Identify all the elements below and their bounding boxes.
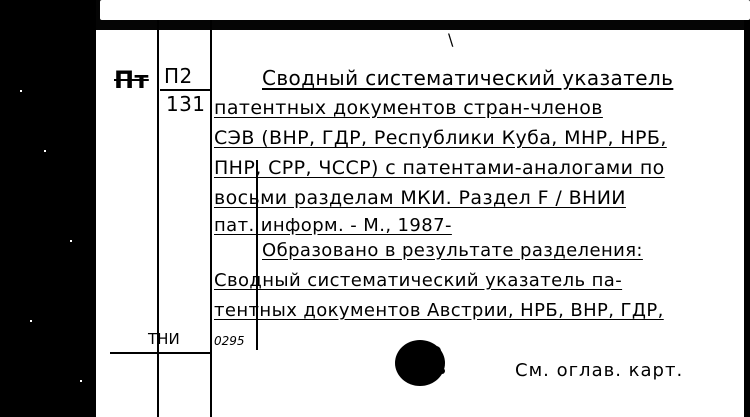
scan-border-right [744, 20, 750, 417]
margin-rule-1 [157, 20, 159, 417]
card-number: 131 [166, 92, 206, 116]
margin-rule-2 [210, 20, 212, 417]
card-line-8: Сводный систематический указатель па- [214, 270, 623, 291]
header-rule [160, 89, 212, 91]
card-line-7: Образовано в результате разделения: [262, 240, 643, 261]
scan-border-left [0, 0, 96, 417]
card-line-4: ПНР, СРР, ЧССР) с патентами-аналогами по [214, 157, 665, 179]
card-line-2: патентных документов стран-членов [214, 97, 603, 119]
see-reverse-note: См. оглав. карт. [515, 360, 684, 381]
page-mark: \ [448, 30, 454, 49]
card-line-9: тентных документов Австрии, НРБ, ВНР, ГДР, [214, 300, 664, 321]
punch-hole [395, 340, 445, 386]
card-line-6: пат. информ. - М., 1987- [214, 215, 452, 236]
card-line-5: восьми разделам МКИ. Раздел F / ВНИИ [214, 187, 626, 209]
handwritten-mark: Пт [114, 66, 149, 94]
bottom-left-code: ТНИ [148, 330, 180, 348]
class-code: П2 [164, 64, 193, 88]
bottom-rule [110, 352, 210, 354]
card-line-3: СЭВ (ВНР, ГДР, Республики Куба, МНР, НРБ, [214, 127, 667, 149]
card-line-1: Сводный систематический указатель [262, 66, 674, 90]
bottom-number: 0295 [214, 334, 245, 348]
scan-border-top [0, 0, 750, 30]
